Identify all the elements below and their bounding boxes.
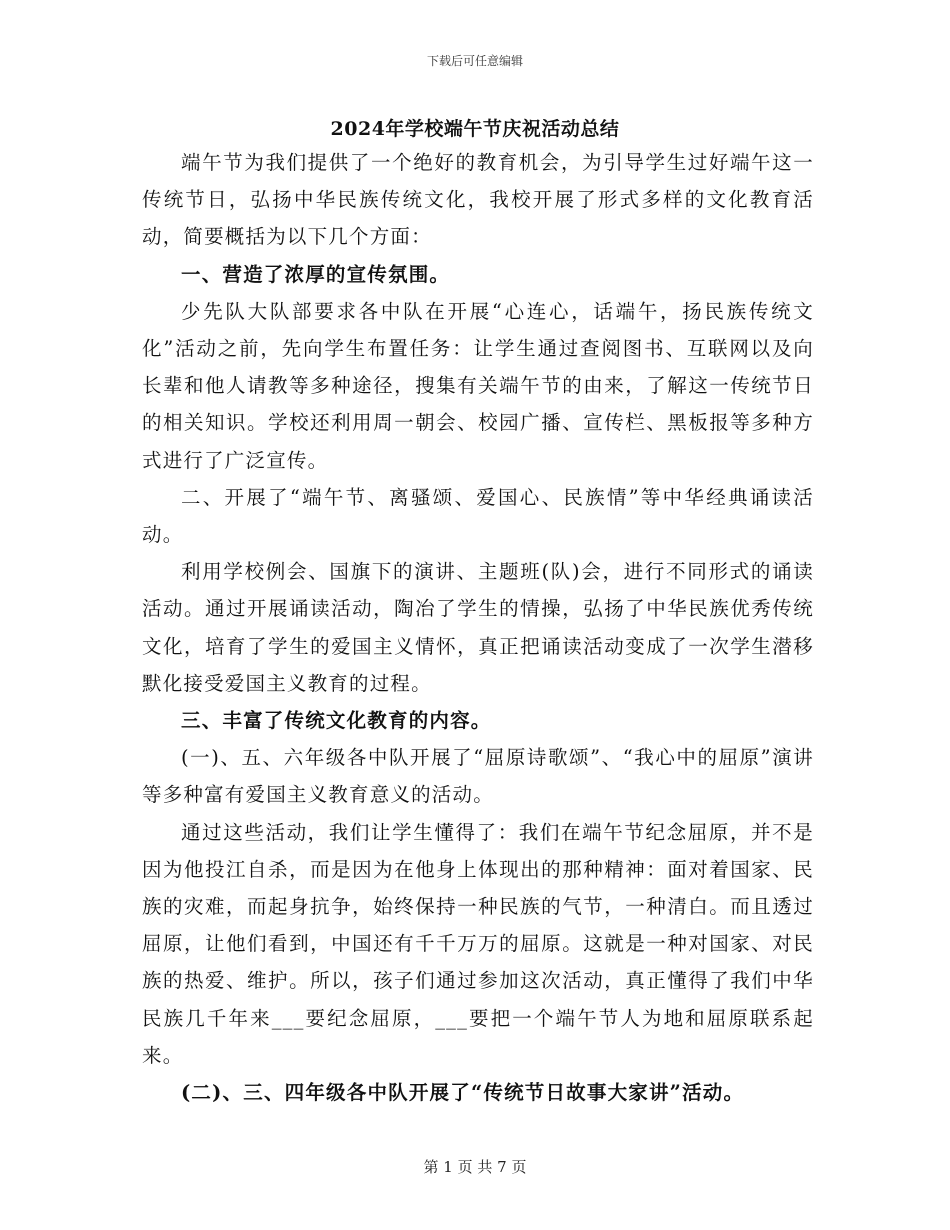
document-body (142, 144, 814, 1111)
page-header-note: 下载后可任意编辑 (426, 54, 523, 68)
paragraph-section-2: 利用学校例会、国旗下的演讲、主题班(队)会，进行不同形式的诵读活动。通过开展诵读活动，陶冶了学生的情操，弘扬了中华民族优秀传统文化，培育了学生的爱国主义情怀，真正把诵读活动变成了一次学生潜移默化接受爱国主义教育的过程。 (142, 560, 814, 695)
paragraph-subsection-1-detail: 通过这些活动，我们让学生懂得了：我们在端午节纪念屈原，并不是因为他投江自杀，而是因为在他身上体现出的那种精神：面对着国家、民族的灾难，而起身抗争，始终保持一种民族的气节，一种清白。而且透过屈原，让他们看到，中国还有千千万万的屈原。这就是一种对国家、对民族的热爱、维护。所以，孩子们通过参加这次活动，真正懂得了我们中华民族几千年来___要纪念屈原，___要把一个端午节人为地和屈原联系起来。 (142, 820, 814, 1067)
paragraph-intro: 端午节为我们提供了一个绝好的教育机会，为引导学生过好端午这一传统节日，弘扬中华民族传统文化，我校开展了形式多样的文化教育活动，简要概括为以下几个方面： (142, 151, 814, 249)
section-heading-3: 三、丰富了传统文化教育的内容。 (181, 709, 492, 733)
page-number: 第 1 页 共 7 页 (423, 1158, 527, 1176)
subsection-heading-2: (二)、三、四年级各中队开展了“传统节日故事大家讲”活动。 (181, 1081, 745, 1105)
paragraph-subsection-1: (一)、五、六年级各中队开展了“屈原诗歌颂”、“我心中的屈原”演讲等多种富有爱国主义教育意义的活动。 (142, 746, 814, 807)
section-heading-1: 一、营造了浓厚的宣传氛围。 (181, 262, 451, 286)
document-title: 2024年学校端午节庆祝活动总结 (330, 118, 620, 140)
section-heading-2: 二、开展了“端午节、离骚颂、爱国心、民族情”等中华经典诵读活动。 (142, 485, 814, 547)
paragraph-section-1: 少先队大队部要求各中队在开展“心连心，话端午，扬民族传统文化”活动之前，先向学生布置任务：让学生通过查阅图书、互联网以及向长辈和他人请教等多种途径，搜集有关端午节的由来，了解这一传统节日的相关知识。学校还利用周一朝会、校园广播、宣传栏、黑板报等多种方式进行了广泛宣传。 (142, 299, 814, 472)
